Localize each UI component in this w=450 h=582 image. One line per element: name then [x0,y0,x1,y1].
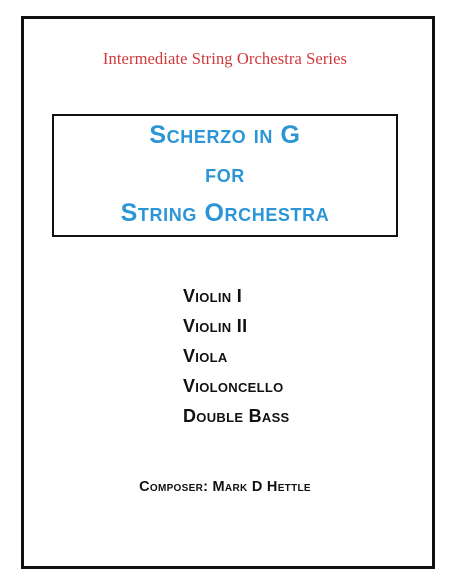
part-item-double-bass: Double Bass [183,406,290,426]
part-item-violoncello: Violoncello [183,376,284,396]
part-item-violin-1: Violin I [183,286,243,306]
part-item-violin-2: Violin II [183,316,248,336]
parts-list [183,286,290,436]
title-for: for [205,160,245,188]
title-box [52,114,398,237]
series-title: Intermediate String Orchestra Series [102,49,348,68]
title-ensemble: String Orchestra [120,199,330,227]
part-item-viola: Viola [183,346,228,366]
title-main: Scherzo in G [149,121,301,149]
composer-credit: Composer: Mark D Hettle [139,479,311,495]
